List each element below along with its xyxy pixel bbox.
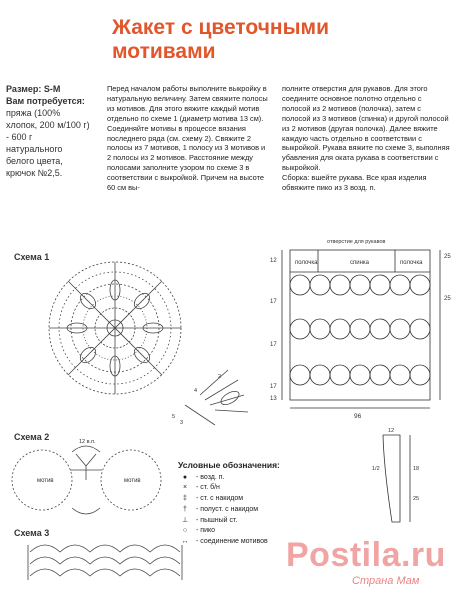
materials-text: пряжа (100% хлопок, 200 м/100 г) - 600 г натурального белого цвета, крючок №2,5. (6, 108, 90, 178)
dim-left-4: 17 (270, 384, 277, 390)
legend-item (178, 494, 348, 505)
puff-stitch-icon: ⊥ (181, 516, 189, 524)
sleeve-dim-mid: 18 (413, 466, 420, 472)
legend-item (178, 473, 348, 484)
legend-text: - ст. б/н (196, 484, 220, 492)
instructions-para-3: Сборка: вшейте рукава. Все края изделия обвяжите пико из 3 возд. п. (282, 173, 427, 193)
dim-left-3: 17 (270, 342, 277, 348)
double-crochet-icon: ‡ (183, 495, 187, 503)
watermark-brand: Postila.ru (286, 536, 446, 574)
legend-text: - пышный ст. (196, 516, 238, 524)
scheme-2-motif-right: мотив (124, 478, 141, 484)
sleeve-pattern (383, 435, 410, 522)
legend-item (178, 483, 348, 494)
sleeve-hole-label: отверстие для рукавов (327, 239, 386, 245)
legend-text: - соединение мотивов (196, 537, 268, 545)
svg-text:2: 2 (218, 374, 222, 380)
back-label: спинка (350, 260, 370, 266)
legend-item (178, 505, 348, 516)
dim-right-2: 25 (444, 296, 451, 302)
legend (178, 460, 348, 548)
need-label: Вам потребуется: (6, 96, 85, 106)
legend-text: - ст. с накидом (196, 495, 244, 503)
garment-pattern (282, 250, 440, 408)
dim-left-2: 17 (270, 299, 277, 305)
scheme-1-label: Схема 1 (14, 252, 50, 262)
scheme-2-label: Схема 2 (14, 432, 50, 442)
svg-text:4: 4 (194, 388, 198, 394)
sleeve-dim-top: 12 (388, 428, 395, 434)
legend-text: - пико (196, 527, 216, 535)
sleeve-half: 1/2 (372, 466, 380, 472)
legend-text: - возд. п. (196, 473, 225, 481)
dim-right-1: 25 (444, 254, 451, 260)
half-double-crochet-icon: † (183, 505, 187, 513)
dim-left-5: 13 (270, 396, 277, 402)
legend-text: - полуст. с накидом (196, 505, 259, 513)
picot-icon: ○ (182, 527, 188, 535)
single-crochet-icon: × (182, 484, 188, 492)
title-line-1: Жакет с цветочными (112, 16, 329, 39)
scheme-1-detail (172, 370, 248, 426)
size-label: Размер: S-M (6, 84, 61, 94)
svg-text:3: 3 (180, 420, 184, 426)
legend-item (178, 516, 348, 527)
legend-title: Условные обозначения: (178, 460, 280, 470)
scheme-2-top-label: 12 в.п. (79, 439, 96, 445)
dim-left-1: 12 (270, 258, 277, 264)
scheme-3-label: Схема 3 (14, 528, 50, 538)
join-motifs-icon: ↔ (181, 537, 189, 545)
sleeve-dim-low: 25 (413, 496, 420, 502)
scheme-2-motif-left: мотив (37, 478, 54, 484)
svg-text:5: 5 (172, 414, 176, 420)
instructions-para-2: полните отверстия для рукавов. Для этого соедините основное полотно отдельно с полосой из 2 мотивов (полочка), затем с полосой из 3 мотивов (спинка) и другой полосой из 2 мотивов (другая полочка). Далее вяжите каждую часть отдельно в соответствии с выкройкой. Рукава вяжите по схеме 3, выполняя убавления для оката рукава в соответствии с выкройкой. (282, 84, 450, 173)
scheme-3 (28, 545, 182, 580)
front-label-right: полочка (400, 260, 423, 266)
scheme-1-motif (49, 262, 181, 394)
front-label-left: полочка (295, 260, 318, 266)
instructions-para-1: Перед началом работы выполните выкройку в натуральную величину. Затем свяжите полосы из мотивов. Для этого вяжите каждый мотив отдельно по схеме 1 (диаметр мотива 13 см). Соединяйте мотивы в процессе вязания последнего ряда (см. схему 2). Свяжите 2 полосы из 7 мотивов, 1 полосу из 3 мотивов и 2 полосы из 2 мотивов. Расстояние между полосами заполните узором по схеме 3 в соответствии с выкройкой. Причем на высоте 60 см вы- (107, 84, 268, 193)
title-line-2: мотивами (112, 40, 216, 63)
watermark-sub: Страна Мам (352, 575, 420, 587)
chain-stitch-icon: ● (182, 473, 188, 481)
width-label: 96 (354, 413, 362, 420)
